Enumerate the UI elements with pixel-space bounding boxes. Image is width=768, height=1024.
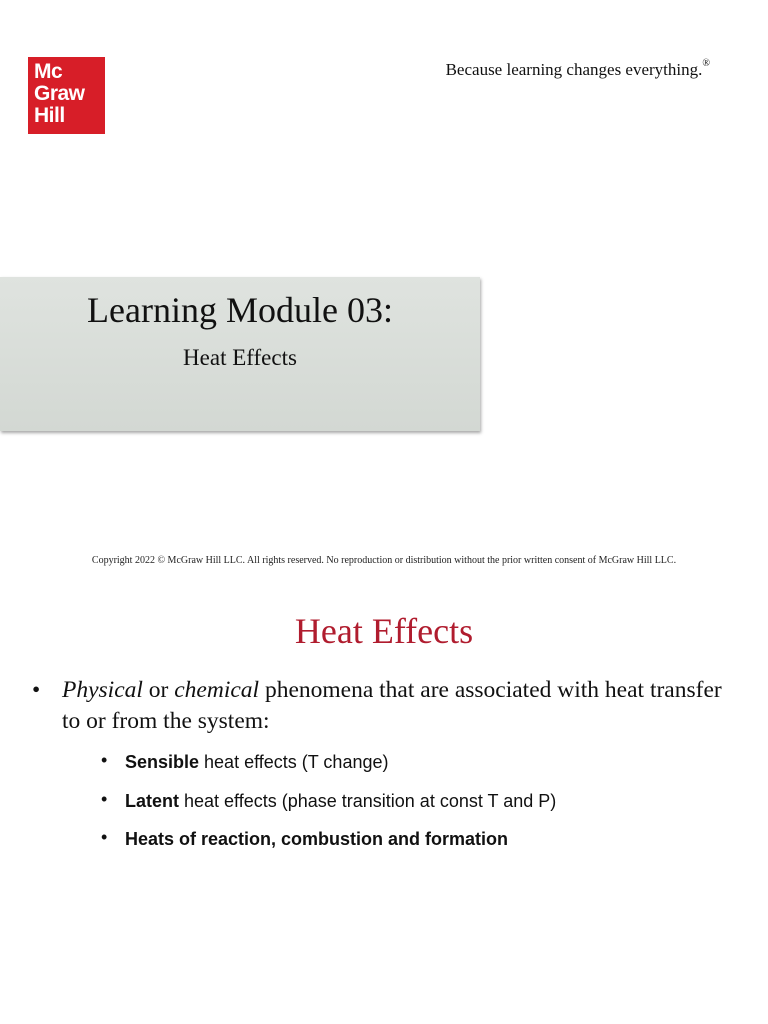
bullet-word-chemical: chemical	[174, 677, 260, 703]
registered-mark: ®	[702, 58, 710, 70]
sub-bullet	[101, 749, 725, 788]
sub-bullet	[101, 826, 725, 865]
sub-bullet-list	[101, 749, 725, 865]
sub-bullet-text: heat effects (phase transition at const T and P)	[179, 790, 557, 811]
logo-line-3: Hill	[34, 104, 65, 127]
slide-title: Heat Effects	[294, 611, 474, 651]
sub-bullet-dot: •	[101, 827, 108, 847]
sub-bullet	[101, 788, 725, 827]
logo-line-2: Graw	[34, 82, 85, 105]
sub-bullet-bold: Sensible	[125, 752, 200, 772]
copyright-notice: Copyright 2022 © McGraw Hill LLC. All rights reserved. No reproduction or distribution without the prior written consent of McGraw Hill LLC.	[91, 555, 677, 566]
sub-bullet-dot: •	[101, 788, 108, 809]
module-title-box	[0, 277, 480, 431]
bullet-word-physical: Physical	[62, 677, 143, 703]
bullet-rest: phenomena that are associated with heat transfer to or from the system:	[62, 677, 722, 734]
bullet-connector: or	[142, 677, 175, 703]
sub-bullet-bold: Heats of reaction, combustion and formation	[125, 829, 509, 849]
tagline-text: Because learning changes everything.	[445, 60, 703, 79]
module-title: Learning Module 03:	[87, 290, 393, 330]
main-bullet	[32, 675, 722, 737]
mcgraw-hill-logo	[28, 57, 105, 134]
logo-line-1: Mc	[34, 60, 63, 83]
tagline	[446, 60, 710, 80]
sub-bullet-text: heat effects (T change)	[199, 752, 389, 772]
sub-bullet-bold: Latent	[125, 790, 179, 811]
bullet-dot: •	[32, 677, 41, 703]
sub-bullet-dot: •	[101, 750, 108, 770]
module-subtitle: Heat Effects	[183, 345, 297, 370]
